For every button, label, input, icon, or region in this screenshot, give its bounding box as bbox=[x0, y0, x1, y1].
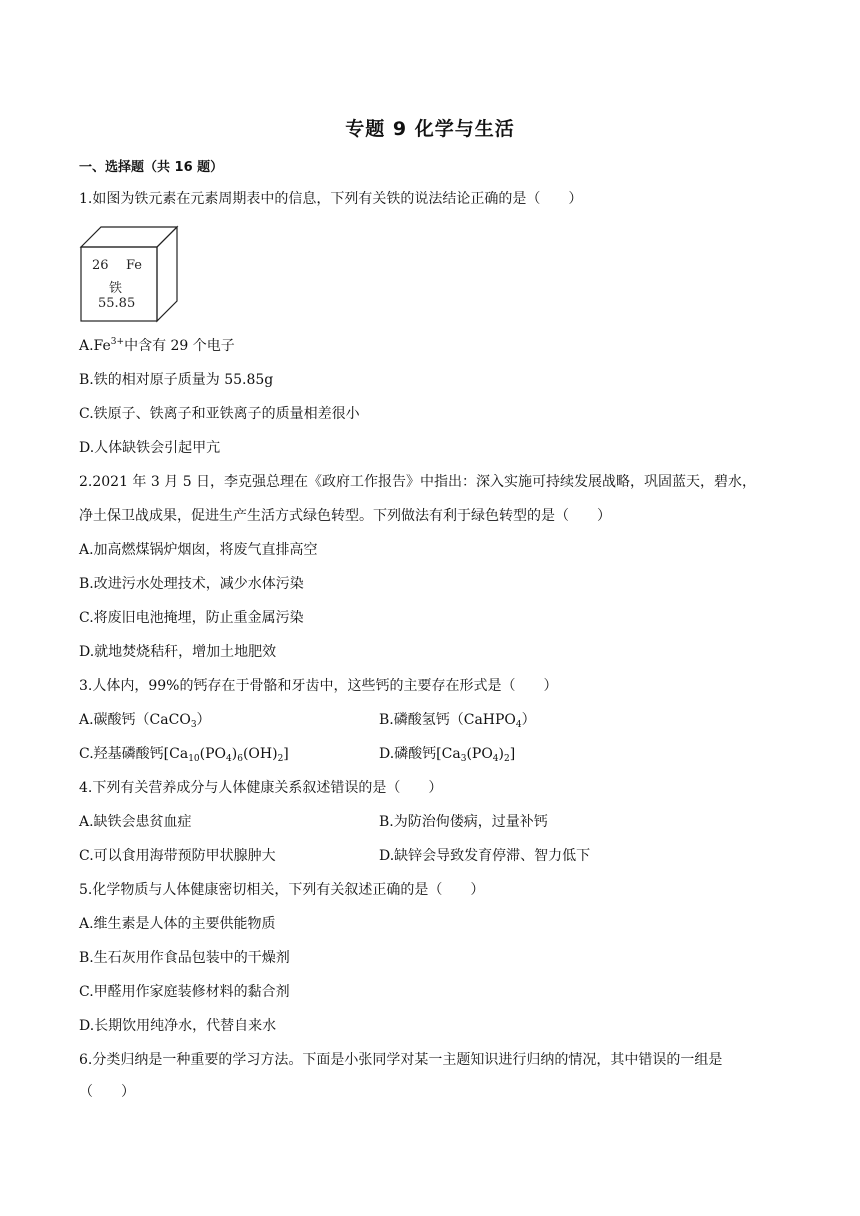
q3-option-d: D.磷酸钙$[Ca_3(PO_4)_2]$ bbox=[379, 746, 516, 764]
element-mass: 55.85 bbox=[98, 296, 136, 311]
q3-option-c: C.羟基磷酸钙$[Ca_{10}(PO_4)_6(OH)_2]$ bbox=[79, 746, 289, 764]
element-cube-figure bbox=[79, 225, 179, 323]
q3-stem: 3.人体内，99%的钙存在于骨骼和牙齿中，这些钙的主要存在形式是（ ） bbox=[79, 678, 558, 694]
q2-option-c: C.将废旧电池掩埋，防止重金属污染 bbox=[79, 610, 304, 626]
element-symbol: Fe bbox=[126, 258, 143, 273]
element-number: 26 bbox=[92, 258, 109, 273]
q4-option-c: C.可以食用海带预防甲状腺肿大 bbox=[79, 848, 276, 864]
q4-option-a: A.缺铁会患贫血症 bbox=[79, 814, 192, 830]
q2-option-a: A.加高燃煤锅炉烟囱，将废气直排高空 bbox=[79, 542, 318, 558]
q1-option-b: B.铁的相对原子质量为 55.85g bbox=[79, 372, 274, 388]
q2-option-d: D.就地焚烧秸秆，增加土地肥效 bbox=[79, 644, 277, 660]
q5-stem: 5.化学物质与人体健康密切相关，下列有关叙述正确的是（ ） bbox=[79, 882, 485, 898]
q5-option-a: A.维生素是人体的主要供能物质 bbox=[79, 916, 276, 932]
q4-stem: 4.下列有关营养成分与人体健康关系叙述错误的是（ ） bbox=[79, 780, 443, 796]
q4-option-d: D.缺锌会导致发育停滞、智力低下 bbox=[379, 848, 591, 864]
q6-stem-line1: 6.分类归纳是一种重要的学习方法。下面是小张同学对某一主题知识进行归纳的情况，其中错误的一组是 bbox=[79, 1052, 723, 1068]
section-heading: 一、选择题（共 16 题） bbox=[79, 160, 224, 175]
q5-option-d: D.长期饮用纯净水，代替自来水 bbox=[79, 1018, 277, 1034]
q2-option-b: B.改进污水处理技术，减少水体污染 bbox=[79, 576, 304, 592]
q1-stem: 1.如图为铁元素在元素周期表中的信息，下列有关铁的说法结论正确的是（ ） bbox=[79, 191, 583, 207]
q5-option-c: C.甲醛用作家庭装修材料的黏合剂 bbox=[79, 984, 290, 1000]
q2-stem-line2: 净土保卫战成果，促进生产生活方式绿色转型。下列做法有利于绿色转型的是（ ） bbox=[79, 508, 611, 524]
q4-option-b: B.为防治佝偻病，过量补钙 bbox=[379, 814, 548, 830]
q5-option-b: B.生石灰用作食品包装中的干燥剂 bbox=[79, 950, 290, 966]
q2-stem-line1: 2.2021 年 3 月 5 日，李克强总理在《政府工作报告》中指出：深入实施可持续发展战略，巩固蓝天，碧水， bbox=[79, 474, 757, 490]
q1-option-c: C.铁原子、铁离子和亚铁离子的质量相差很小 bbox=[79, 406, 360, 422]
q3-option-b: B.磷酸氢钙（CaHPO$_4$） bbox=[379, 712, 536, 730]
q1-option-a: $A.Fe^{3+}$中含有 29 个电子 bbox=[79, 337, 235, 354]
element-name: 铁 bbox=[109, 281, 123, 296]
q6-stem-line2: （ ） bbox=[79, 1084, 135, 1100]
q1-option-d: D.人体缺铁会引起甲亢 bbox=[79, 440, 221, 456]
page-title: 专题 9 化学与生活 bbox=[345, 118, 515, 140]
q3-option-a: A.碳酸钙（CaCO$_3$） bbox=[79, 712, 211, 730]
